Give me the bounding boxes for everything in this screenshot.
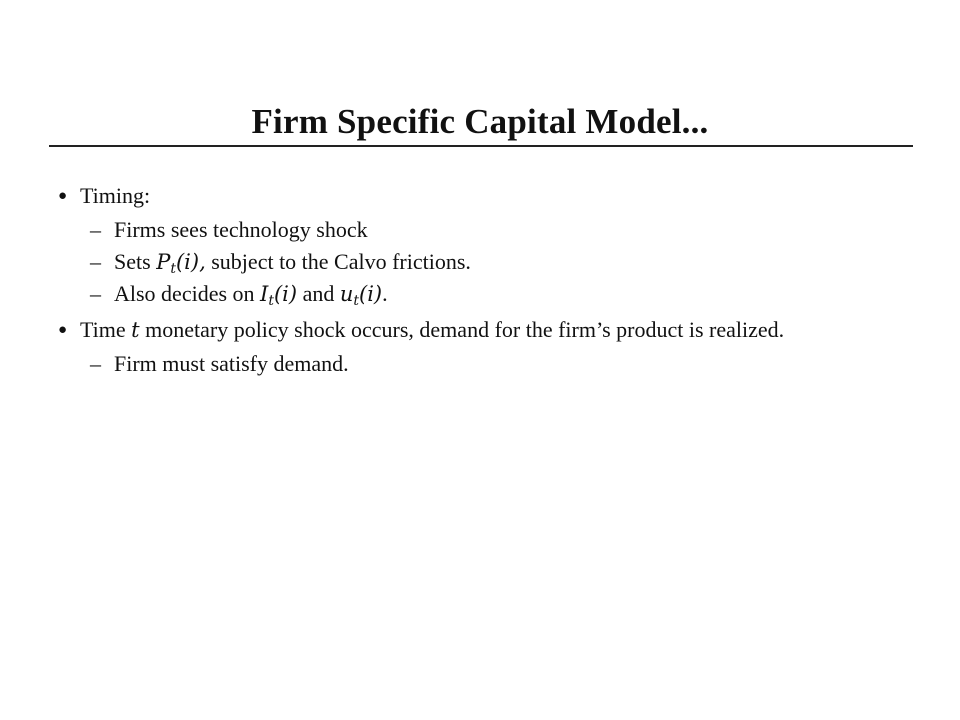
sub-item-text-post: subject to the Calvo frictions. bbox=[205, 249, 471, 274]
sub-item-sets-price bbox=[56, 246, 876, 278]
sub-item-text-mid: and bbox=[297, 281, 340, 306]
math-price: $P_t(i)$, bbox=[156, 250, 206, 277]
bullet-icon: ● bbox=[58, 322, 68, 338]
bullet-monetary-shock bbox=[56, 314, 876, 346]
bullet-icon: ● bbox=[58, 188, 68, 204]
math-utilization: $u_t(i)$ bbox=[339, 282, 383, 309]
sub-item-text-pre: Also decides on bbox=[114, 281, 261, 306]
bullet-text: Timing: bbox=[80, 183, 151, 208]
dash-icon: – bbox=[90, 217, 101, 242]
sub-item-text: Firms sees technology shock bbox=[114, 217, 368, 242]
sub-item-text-post: . bbox=[382, 281, 388, 306]
bullet-timing bbox=[56, 180, 876, 212]
sub-item-technology-shock bbox=[56, 214, 876, 246]
dash-icon: – bbox=[90, 351, 101, 376]
sub-item-satisfy-demand bbox=[56, 348, 876, 380]
dash-icon: – bbox=[90, 281, 101, 306]
slide-body bbox=[56, 180, 876, 380]
sub-item-investment-utilization bbox=[56, 278, 876, 310]
slide-title: Firm Specific Capital Model... bbox=[251, 102, 709, 141]
sub-item-text: Firm must satisfy demand. bbox=[114, 351, 349, 376]
dash-icon: – bbox=[90, 249, 101, 274]
math-investment: $I_t(i)$ bbox=[260, 282, 298, 309]
math-time: t bbox=[131, 318, 140, 342]
bullet-text: Time t monetary policy shock occurs, demand for the firm’s product is realized. bbox=[80, 317, 785, 342]
sub-item-text-pre: Sets bbox=[114, 249, 157, 274]
title-divider bbox=[49, 145, 913, 147]
